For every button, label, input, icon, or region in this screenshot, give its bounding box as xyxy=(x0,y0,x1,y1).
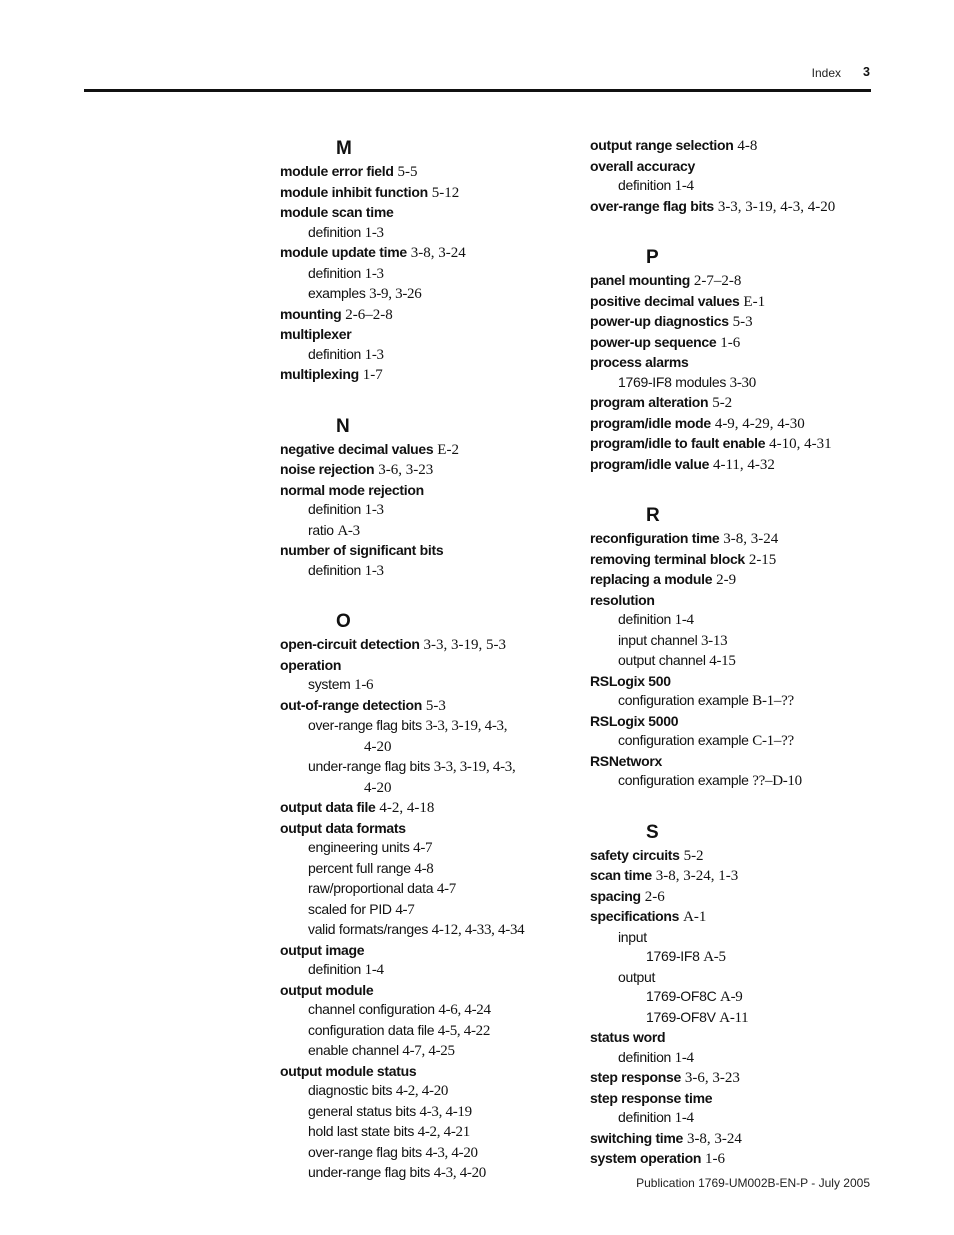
index-section xyxy=(590,245,890,475)
page-refs: 4-3, 4-19 xyxy=(419,1103,472,1120)
index-entry xyxy=(590,866,890,887)
page-refs: 1-3 xyxy=(364,562,384,579)
index-subterm: definition xyxy=(618,177,672,193)
index-term: over-range flag bits xyxy=(590,197,714,214)
index-subterm: definition xyxy=(308,501,362,517)
page-refs: 4-2, 4-18 xyxy=(379,800,435,816)
index-entry xyxy=(590,333,890,354)
index-subterm: under-range flag bits xyxy=(308,1164,431,1180)
index-term: program/idle value xyxy=(590,455,710,472)
index-entry xyxy=(590,752,890,772)
page-refs: 3-6, 3-23 xyxy=(378,462,434,478)
index-subentry xyxy=(280,1000,580,1021)
page-refs: 1-4 xyxy=(674,178,694,194)
index-entry xyxy=(280,941,580,961)
page-refs: 4-5, 4-22 xyxy=(437,1022,491,1039)
index-subterm: input channel xyxy=(618,631,698,648)
running-header-title: Index xyxy=(811,66,841,80)
index-entry xyxy=(280,798,580,819)
index-term: positive decimal values xyxy=(590,292,740,309)
index-subsubentry xyxy=(590,1008,890,1029)
index-subterm: system xyxy=(308,676,351,692)
index-term: scan time xyxy=(590,867,652,883)
header-rule xyxy=(84,89,871,92)
index-subentry xyxy=(590,968,890,988)
index-subentry xyxy=(280,561,580,582)
page-refs: 4-7 xyxy=(413,840,433,856)
index-subterm: percent full range xyxy=(308,859,411,876)
page-refs: A-1 xyxy=(683,909,707,925)
index-subterm: definition xyxy=(308,345,362,362)
index-subentry xyxy=(280,675,580,696)
index-term: power-up sequence xyxy=(590,333,717,350)
index-entry xyxy=(280,365,580,386)
index-term: RSNetworx xyxy=(590,752,662,769)
index-term: removing terminal block xyxy=(590,550,745,567)
page-refs: 2-9 xyxy=(716,572,737,588)
page-refs: 4-6, 4-24 xyxy=(438,1002,491,1018)
index-term: output module xyxy=(280,981,374,998)
page-refs: 3-30 xyxy=(729,374,756,391)
index-subentry xyxy=(280,1081,580,1102)
page-refs: 1-6 xyxy=(720,334,741,351)
index-entry xyxy=(590,1028,890,1048)
page-refs: 5-12 xyxy=(431,184,460,201)
page-refs: A-3 xyxy=(337,522,360,539)
index-section xyxy=(280,609,580,1184)
index-subentry xyxy=(590,373,890,394)
index-column-right xyxy=(590,136,890,1170)
index-subterm: scaled for PID xyxy=(308,900,392,917)
index-subentry xyxy=(280,920,580,941)
page-refs: 4-8 xyxy=(737,138,758,154)
page-refs: 1-4 xyxy=(674,1049,694,1066)
index-subentry xyxy=(590,928,890,948)
index-subterm: definition xyxy=(618,611,672,627)
index-term: out-of-range detection xyxy=(280,696,422,713)
page-refs: 4-3, 4-20 xyxy=(425,1144,478,1161)
index-entry xyxy=(590,292,890,313)
index-term: module scan time xyxy=(280,204,394,220)
index-entry xyxy=(590,907,890,928)
index-entry xyxy=(280,243,580,264)
index-subentry xyxy=(280,1163,580,1184)
index-subentry xyxy=(590,731,890,752)
page-refs: 4-2, 4-20 xyxy=(395,1083,449,1099)
index-continuation xyxy=(280,778,580,799)
page-refs: 5-3 xyxy=(732,314,753,330)
page-refs: 1-3 xyxy=(364,224,384,241)
index-entry xyxy=(590,672,890,692)
index-subterm: enable channel xyxy=(308,1042,399,1058)
index-entry xyxy=(280,696,580,717)
index-term: number of significant bits xyxy=(280,542,444,558)
index-subentry xyxy=(280,859,580,880)
index-subterm: under-range flag bits xyxy=(308,758,431,774)
index-subterm: channel configuration xyxy=(308,1001,435,1017)
page-refs: 3-13 xyxy=(700,632,728,649)
index-entry xyxy=(590,455,890,476)
index-subterm: definition xyxy=(308,961,362,977)
page-refs: 4-12, 4-33, 4-34 xyxy=(431,922,525,938)
page-refs: 4-15 xyxy=(709,653,736,669)
page-refs: 4-7, 4-25 xyxy=(402,1043,455,1059)
section-letter: S xyxy=(646,821,659,843)
index-entry xyxy=(280,162,580,183)
page-refs: 1-7 xyxy=(362,367,383,383)
page-refs: 5-5 xyxy=(397,164,418,180)
index-subterm: over-range flag bits xyxy=(308,1143,422,1160)
index-subentry xyxy=(280,716,580,737)
index-subentry xyxy=(280,284,580,305)
page-refs: C-1–?? xyxy=(752,733,794,749)
page-refs: A-5 xyxy=(703,949,726,965)
page-refs: 4-7 xyxy=(436,881,456,897)
index-subterm: over-range flag bits xyxy=(308,717,422,733)
index-term: output module status xyxy=(280,1062,417,1079)
page-refs: 3-3, 3-19, 4-3, xyxy=(433,759,516,775)
index-entry xyxy=(590,414,890,435)
index-subentry xyxy=(280,1102,580,1123)
section-letter: N xyxy=(336,415,350,437)
index-term: normal mode rejection xyxy=(280,481,424,498)
index-term: module update time xyxy=(280,244,407,260)
page-refs: 4-10, 4-31 xyxy=(769,436,832,452)
page-refs: 4-9, 4-29, 4-30 xyxy=(714,415,805,432)
index-column-left xyxy=(280,136,580,1184)
index-subentry xyxy=(280,1041,580,1062)
index-subterm: valid formats/ranges xyxy=(308,921,429,937)
index-subterm: input xyxy=(618,928,647,945)
index-subterm: 1769-IF8 xyxy=(646,948,700,964)
index-term: switching time xyxy=(590,1129,684,1146)
index-entry xyxy=(590,846,890,867)
page-refs: 2-7–2-8 xyxy=(693,273,742,289)
index-subterm: definition xyxy=(308,223,362,240)
index-entry xyxy=(590,353,890,373)
index-entry xyxy=(590,434,890,455)
index-entry xyxy=(280,656,580,676)
index-subterm: diagnostic bits xyxy=(308,1082,393,1098)
page-refs: E-1 xyxy=(743,293,766,310)
index-entry xyxy=(590,887,890,908)
index-term: output range selection xyxy=(590,137,734,153)
page-refs: 3-3, 3-19, 5-3 xyxy=(423,637,507,653)
index-entry xyxy=(590,529,890,550)
page-refs: 3-3, 3-19, 4-3, xyxy=(425,718,508,734)
page-refs: E-2 xyxy=(437,441,459,458)
index-term: program/idle to fault enable xyxy=(590,435,766,451)
index-subterm: hold last state bits xyxy=(308,1123,415,1139)
page-refs: 1-6 xyxy=(705,1151,726,1167)
page-refs: 1-3 xyxy=(364,346,384,363)
index-subentry xyxy=(280,1021,580,1042)
page-refs: 1-6 xyxy=(354,677,374,693)
index-subterm: examples xyxy=(308,285,366,301)
page-refs: 1-3 xyxy=(364,502,384,518)
page-refs: 3-8, 3-24 xyxy=(410,245,466,261)
index-subterm: ratio xyxy=(308,521,334,538)
index-subterm: definition xyxy=(618,1109,672,1125)
index-term: spacing xyxy=(590,887,641,904)
index-subsubentry xyxy=(590,987,890,1008)
page-refs: 3-8, 3-24 xyxy=(723,531,779,547)
index-term: output image xyxy=(280,941,365,958)
index-term: system operation xyxy=(590,1150,702,1166)
index-entry xyxy=(280,183,580,204)
section-letter: R xyxy=(646,505,660,526)
index-entry xyxy=(590,712,890,732)
index-entry xyxy=(280,541,580,561)
index-subterm: definition xyxy=(618,1048,672,1065)
index-subsubentry xyxy=(590,947,890,968)
index-term: power-up diagnostics xyxy=(590,313,729,329)
index-subterm: general status bits xyxy=(308,1102,416,1119)
index-term: output data file xyxy=(280,799,376,815)
index-subentry xyxy=(590,610,890,631)
index-term: step response xyxy=(590,1069,682,1085)
index-entry xyxy=(280,481,580,501)
index-subentry xyxy=(280,521,580,542)
index-term: module inhibit function xyxy=(280,183,428,200)
page-refs: 1-3 xyxy=(364,265,384,282)
index-subentry xyxy=(590,771,890,792)
index-entry xyxy=(590,271,890,292)
index-entry xyxy=(590,136,890,157)
index-term: replacing a module xyxy=(590,571,713,587)
page-refs: 4-11, 4-32 xyxy=(712,456,775,473)
section-letter: M xyxy=(336,138,352,159)
index-entry xyxy=(590,591,890,611)
index-entry xyxy=(590,550,890,571)
section-letter: P xyxy=(646,247,659,268)
index-term: status word xyxy=(590,1029,666,1045)
index-subentry xyxy=(590,1108,890,1129)
index-subterm: raw/proportional data xyxy=(308,880,434,896)
page-refs: 4-20 xyxy=(364,779,392,796)
page-refs: 4-3, 4-20 xyxy=(433,1165,487,1181)
index-term: negative decimal values xyxy=(280,440,434,457)
index-entry xyxy=(590,197,890,218)
index-subterm: configuration example xyxy=(618,732,749,748)
index-section xyxy=(590,136,890,217)
index-subentry xyxy=(280,500,580,521)
index-term: RSLogix 500 xyxy=(590,672,671,689)
index-subterm: configuration example xyxy=(618,692,749,708)
index-subterm: 1769-IF8 modules xyxy=(618,373,727,390)
index-entry xyxy=(590,570,890,591)
index-subentry xyxy=(280,960,580,981)
index-term: panel mounting xyxy=(590,272,691,288)
index-entry xyxy=(590,1149,890,1170)
index-term: overall accuracy xyxy=(590,157,695,174)
index-entry xyxy=(590,312,890,333)
index-entry xyxy=(280,440,580,461)
page-refs: 2-6–2-8 xyxy=(345,306,393,323)
index-entry xyxy=(280,635,580,656)
index-subterm: definition xyxy=(308,264,362,281)
index-subterm: configuration example xyxy=(618,772,749,788)
index-entry xyxy=(280,325,580,345)
page-refs: 2-15 xyxy=(748,551,777,568)
index-entry xyxy=(280,305,580,326)
index-entry xyxy=(590,393,890,414)
index-entry xyxy=(280,460,580,481)
page-refs: 3-8, 3-24 xyxy=(686,1130,742,1147)
index-entry xyxy=(590,1068,890,1089)
page-refs: 3-6, 3-23 xyxy=(684,1070,740,1086)
section-letter: O xyxy=(336,611,351,632)
index-subterm: output channel xyxy=(618,652,706,668)
index-term: reconfiguration time xyxy=(590,530,720,546)
page-refs: ??–D-10 xyxy=(752,773,802,789)
index-term: program/idle mode xyxy=(590,414,711,431)
index-entry xyxy=(590,1089,890,1109)
publication-footer: Publication 1769-UM002B-EN-P - July 2005 xyxy=(636,1176,870,1190)
index-term: program alteration xyxy=(590,394,709,410)
page-refs: B-1–?? xyxy=(752,693,794,709)
index-subentry xyxy=(280,757,580,778)
index-entry xyxy=(280,819,580,839)
index-term: step response time xyxy=(590,1089,713,1106)
page-refs: 4-20 xyxy=(364,738,392,755)
index-term: multiplexer xyxy=(280,326,352,342)
index-subentry xyxy=(590,691,890,712)
index-subentry xyxy=(590,631,890,652)
index-term: process alarms xyxy=(590,354,689,370)
page-refs: 5-2 xyxy=(712,395,733,411)
index-term: mounting xyxy=(280,305,342,322)
index-subentry xyxy=(280,879,580,900)
page-refs: 1-4 xyxy=(674,1110,694,1126)
index-entry xyxy=(280,981,580,1001)
index-term: multiplexing xyxy=(280,366,359,382)
index-subentry xyxy=(590,176,890,197)
index-term: safety circuits xyxy=(590,846,680,863)
index-entry xyxy=(280,203,580,223)
index-subentry xyxy=(280,838,580,859)
index-subentry xyxy=(280,264,580,285)
index-section xyxy=(590,503,890,792)
index-subentry xyxy=(280,345,580,366)
index-subentry xyxy=(280,1143,580,1164)
page-refs: 3-9, 3-26 xyxy=(369,286,422,302)
index-term: resolution xyxy=(590,591,655,608)
index-subentry xyxy=(590,651,890,672)
index-subentry xyxy=(280,900,580,921)
index-term: open-circuit detection xyxy=(280,636,420,652)
index-continuation xyxy=(280,737,580,758)
page-number: 3 xyxy=(863,65,870,79)
page-refs: 4-2, 4-21 xyxy=(417,1124,470,1140)
index-term: operation xyxy=(280,656,342,673)
page-refs: A-11 xyxy=(719,1009,749,1026)
page-refs: 4-8 xyxy=(414,860,434,877)
index-section xyxy=(280,136,580,386)
index-subentry xyxy=(280,1122,580,1143)
index-subentry xyxy=(590,1048,890,1069)
index-subterm: engineering units xyxy=(308,839,410,855)
index-term: specifications xyxy=(590,908,680,924)
page-refs: 1-4 xyxy=(364,962,384,978)
index-section xyxy=(590,820,890,1170)
index-subterm: definition xyxy=(308,561,362,578)
index-term: RSLogix 5000 xyxy=(590,712,679,729)
page-refs: 3-8, 3-24, 1-3 xyxy=(655,868,739,884)
page-refs: 1-4 xyxy=(674,612,694,628)
index-term: module error field xyxy=(280,163,394,179)
index-entry xyxy=(590,1129,890,1150)
index-subterm: configuration data file xyxy=(308,1021,435,1038)
index-entry xyxy=(280,1062,580,1082)
index-subterm: 1769-OF8V xyxy=(646,1008,716,1025)
page-refs: 2-6 xyxy=(644,888,665,905)
page-refs: 3-3, 3-19, 4-3, 4-20 xyxy=(717,198,836,215)
index-subterm: output xyxy=(618,968,656,985)
page-refs: 5-2 xyxy=(683,847,704,864)
index-entry xyxy=(590,157,890,177)
index-subentry xyxy=(280,223,580,244)
page-refs: 4-7 xyxy=(395,901,415,918)
index-term: output data formats xyxy=(280,819,406,836)
index-subterm: 1769-OF8C xyxy=(646,988,717,1004)
page-refs: 5-3 xyxy=(425,697,446,714)
page-refs: A-9 xyxy=(720,989,743,1005)
index-term: noise rejection xyxy=(280,461,375,477)
index-section xyxy=(280,414,580,582)
